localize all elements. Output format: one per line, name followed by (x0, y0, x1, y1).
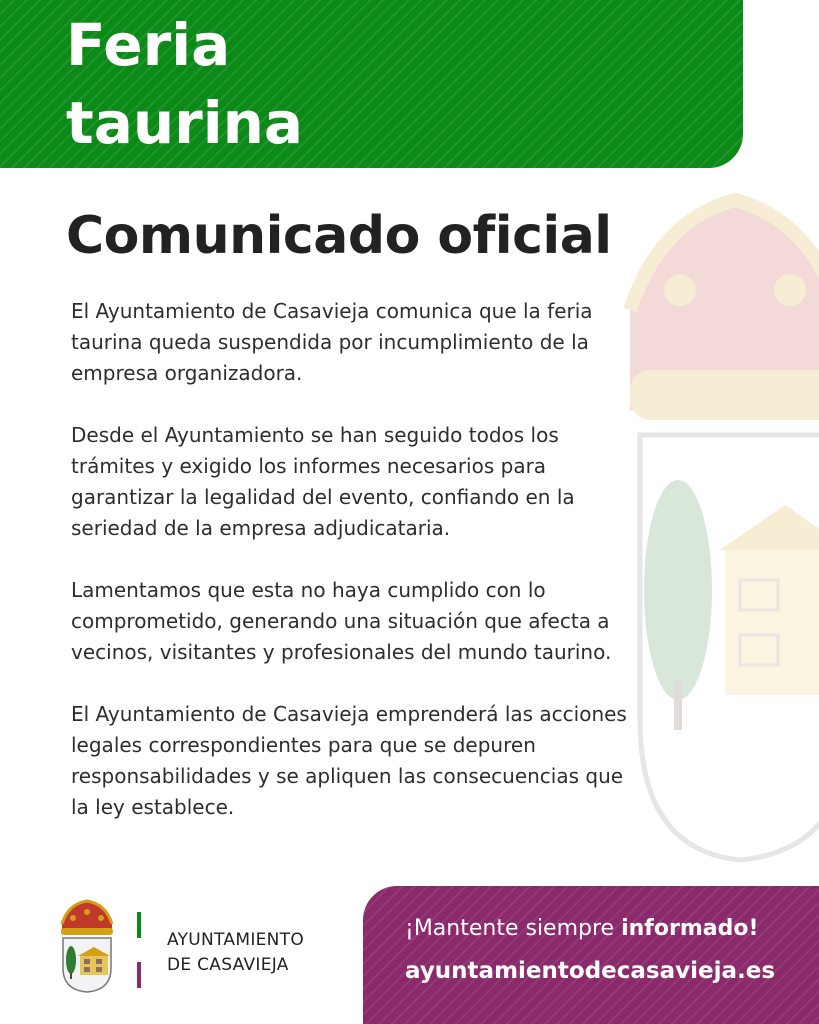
footer-tagline-bold: informado! (621, 916, 759, 941)
coat-of-arms-watermark-icon (620, 160, 819, 880)
statement-paragraph-3: Lamentamos que esta no haya cumplido con lo comprometido, generando una situación que afecta a vecinos, visitantes y profesionales del mundo taurino. (71, 578, 612, 664)
header-title-line1: Feria (66, 11, 231, 79)
statement-paragraph-2: Desde el Ayuntamiento se han seguido todos los trámites y exigido los informes necesarios para garantizar la legalidad del evento, confiando en la seriedad de la empresa adjudicataria. (71, 423, 575, 540)
statement-body (71, 296, 641, 854)
logo-line2: DE CASAVIEJA (167, 955, 289, 975)
footer-tagline-regular: ¡Mantente siempre (405, 916, 622, 941)
statement-paragraph-1: El Ayuntamiento de Casavieja comunica que la feria taurina queda suspendida por incumplimiento de la empresa organizadora. (71, 299, 593, 385)
statement-paragraph-4: El Ayuntamiento de Casavieja emprenderá las acciones legales correspondientes para que se depuren responsabilidades y se apliquen las consecuencias que la ley establece. (71, 702, 627, 819)
header-band (0, 0, 743, 168)
coat-of-arms-icon (58, 898, 116, 994)
page-heading: Comunicado oficial (66, 206, 612, 266)
footer-band (363, 886, 819, 1024)
footer-tagline (405, 916, 759, 941)
footer-website-link[interactable]: ayuntamientodecasavieja.es (405, 958, 776, 984)
ayuntamiento-logo (58, 898, 358, 998)
logo-divider (137, 912, 141, 988)
header-title (66, 6, 303, 162)
header-title-line2: taurina (66, 89, 304, 157)
logo-line1: AYUNTAMIENTO (167, 930, 305, 950)
logo-text (167, 928, 304, 978)
